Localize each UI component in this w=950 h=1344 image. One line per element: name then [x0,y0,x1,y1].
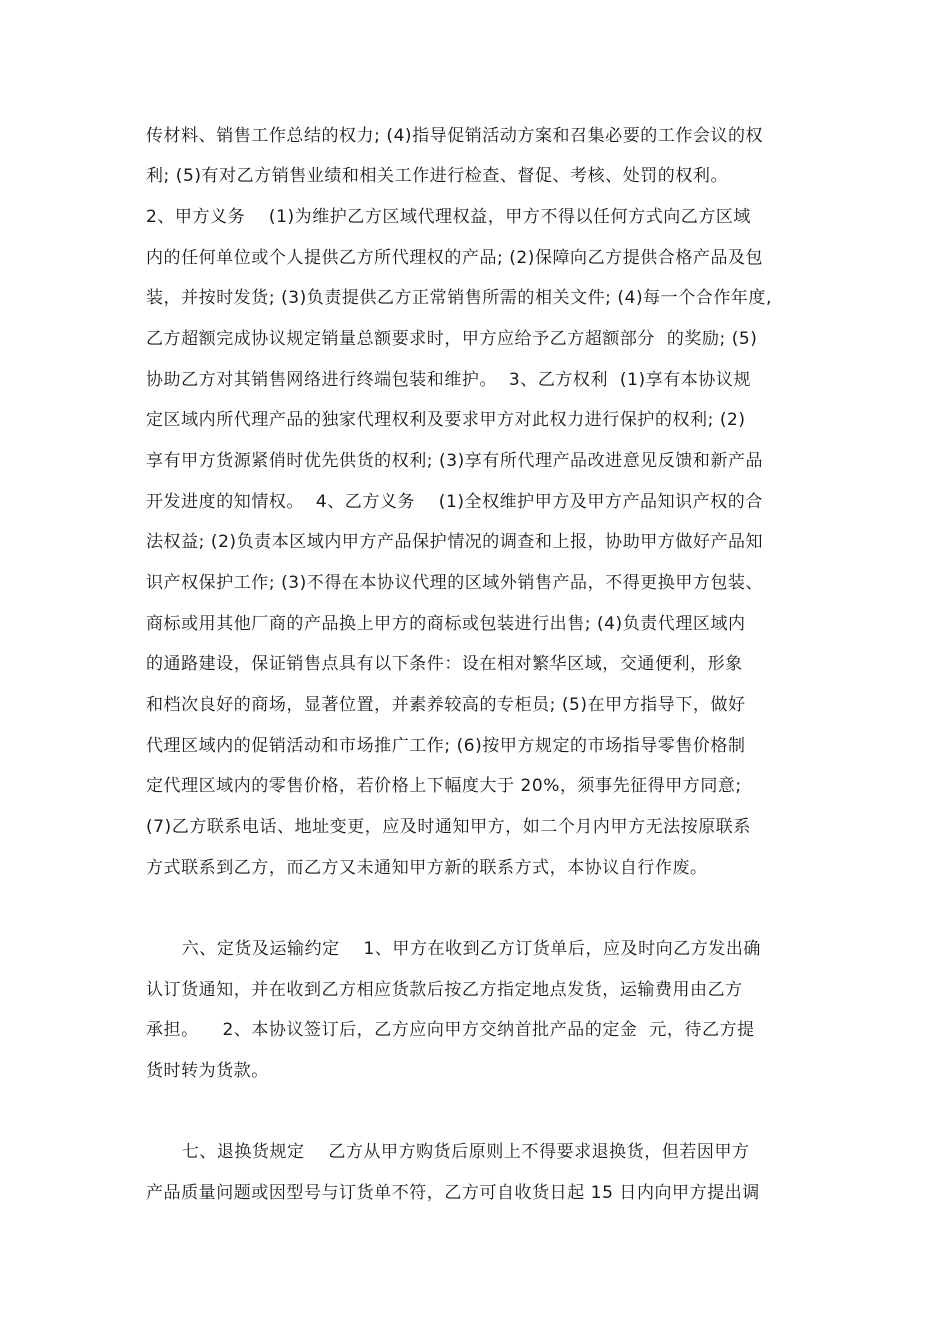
text-line: 商标或用其他厂商的产品换上甲方的商标或包装进行出售; (4)负责代理区域内 [146,614,746,634]
text-line: 定区域内所代理产品的独家代理权利及要求甲方对此权力进行保护的权利; (2) [146,410,746,430]
text-line: 乙方超额完成协议规定销量总额要求时，甲方应给予乙方超额部分 的奖励; (5) [146,329,758,349]
text-line: 货时转为货款。 [146,1061,269,1081]
text-line: 享有甲方货源紧俏时优先供货的权利; (3)享有所代理产品改进意见反馈和新产品 [146,451,764,471]
text-line: (7)乙方联系电话、地址变更，应及时通知甲方，如二个月内甲方无法按原联系 [146,817,751,837]
text-line: 识产权保护工作; (3)不得在本协议代理的区域外销售产品，不得更换甲方包装、 [146,573,764,593]
section-heading-line: 六、定货及运输约定 1、甲方在收到乙方订货单后，应及时向乙方发出确 [146,939,761,959]
text-line: 协助乙方对其销售网络进行终端包装和维护。 3、乙方权利 (1)享有本协议规 [146,370,751,390]
text-line: 和档次良好的商场，显著位置，并素养较高的专柜员; (5)在甲方指导下，做好 [146,695,746,715]
text-line: 定代理区域内的零售价格，若价格上下幅度大于 20%，须事先征得甲方同意; [146,776,742,796]
section-heading-line: 七、退换货规定 乙方从甲方购货后原则上不得要求退换货，但若因甲方 [146,1142,750,1162]
text-line: 承担。 2、本协议签订后，乙方应向甲方交纳首批产品的定金 元，待乙方提 [146,1020,755,1040]
text-line: 法权益; (2)负责本区域内甲方产品保护情况的调查和上报，协助甲方做好产品知 [146,532,764,552]
text-line: 认订货通知，并在收到乙方相应货款后按乙方指定地点发货，运输费用由乙方 [146,980,743,1000]
text-line: 装，并按时发货; (3)负责提供乙方正常销售所需的相关文件; (4)每一个合作年度, [146,288,772,308]
text-line: 开发进度的知情权。 4、乙方义务 (1)全权维护甲方及甲方产品知识产权的合 [146,492,763,512]
text-line: 的通路建设，保证销售点具有以下条件：设在相对繁华区域，交通便利，形象 [146,654,743,674]
text-line: 产品质量问题或因型号与订货单不符，乙方可自收货日起 15 日内向甲方提出调 [146,1183,760,1203]
text-line: 方式联系到乙方，而乙方又未通知甲方新的联系方式，本协议自行作废。 [146,858,708,878]
text-line: 利; (5)有对乙方销售业绩和相关工作进行检查、督促、考核、处罚的权利。 [146,166,729,186]
text-line: 2、甲方义务 (1)为维护乙方区域代理权益，甲方不得以任何方式向乙方区域 [146,207,751,227]
text-line: 传材料、销售工作总结的权力; (4)指导促销活动方案和召集必要的工作会议的权 [146,126,764,146]
text-line: 内的任何单位或个人提供乙方所代理权的产品; (2)保障向乙方提供合格产品及包 [146,248,764,268]
text-line: 代理区域内的促销活动和市场推广工作; (6)按甲方规定的市场指导零售价格制 [146,736,746,756]
